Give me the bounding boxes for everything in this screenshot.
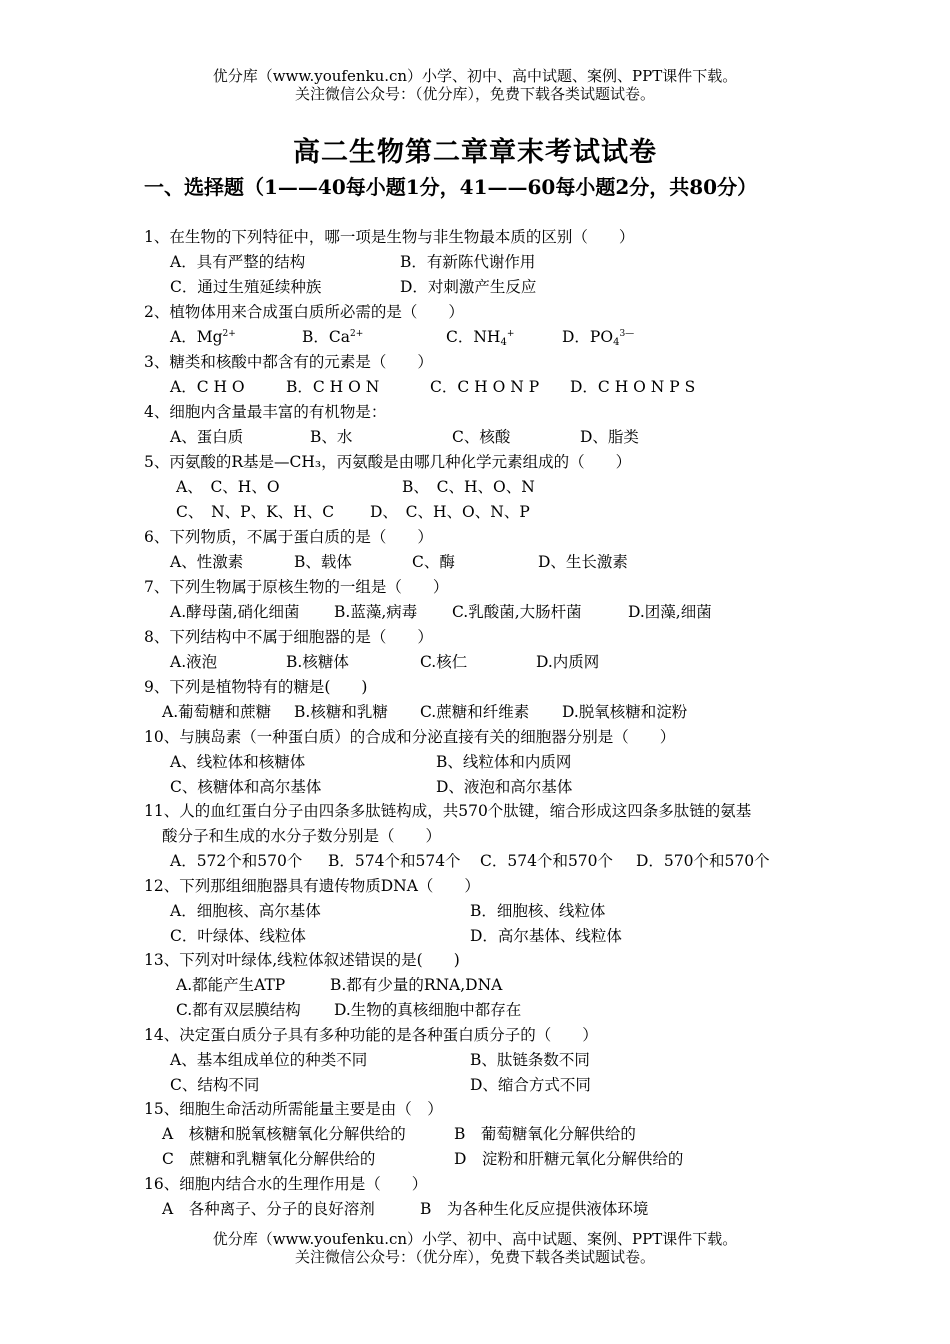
option-12b: B．细胞核、线粒体 xyxy=(470,902,606,920)
option-10a: A、线粒体和核糖体 xyxy=(170,753,306,771)
question-1: 1、在生物的下列特征中，哪一项是生物与非生物最本质的区别（ ） xyxy=(144,228,635,246)
option-1b: B．有新陈代谢作用 xyxy=(400,253,536,271)
option-8b: B.核糖体 xyxy=(286,653,349,671)
question-11: 11、人的血红蛋白分子由四条多肽链构成，共570个肽键，缩合形成这四条多肽链的氨基 xyxy=(144,802,752,820)
option-4b: B、水 xyxy=(310,428,353,446)
option-5c: C、 N、P、K、H、C xyxy=(176,503,335,521)
question-2: 2、植物体用来合成蛋白质所必需的是（ ） xyxy=(144,303,464,321)
option-11b: B．574个和574个 xyxy=(328,852,461,870)
option-1d: D．对刺激产生反应 xyxy=(400,278,537,296)
section-heading: 一、选择题（1——40每小题1分，41——60每小题2分，共80分） xyxy=(144,175,758,199)
option-9b: B.核糖和乳糖 xyxy=(294,703,388,721)
question-13: 13、下列对叶绿体,线粒体叙述错误的是( ) xyxy=(144,951,460,969)
option-14a: A、基本组成单位的种类不同 xyxy=(170,1051,368,1069)
option-6d: D、生长激素 xyxy=(538,553,628,571)
option-7a: A.酵母菌,硝化细菌 xyxy=(170,603,300,621)
option-3c: C．C H O N P xyxy=(430,378,540,396)
question-4: 4、细胞内含量最丰富的有机物是： xyxy=(144,403,387,421)
header-line-2: 关注微信公众号：（优分库），免费下载各类试题试卷。 xyxy=(294,85,655,103)
option-4d: D、脂类 xyxy=(580,428,639,446)
question-5: 5、丙氨酸的R基是—CH₃，丙氨酸是由哪几种化学元素组成的（ ） xyxy=(144,453,632,471)
option-12d: D．高尔基体、线粒体 xyxy=(470,927,622,945)
option-3b: B．C H O N xyxy=(286,378,380,396)
option-11d: D．570个和570个 xyxy=(636,852,770,870)
question-7: 7、下列生物属于原核生物的一组是（ ） xyxy=(144,578,449,596)
option-7b: B.蓝藻,病毒 xyxy=(334,603,418,621)
option-4c: C、核酸 xyxy=(452,428,511,446)
option-7c: C.乳酸菌,大肠杆菌 xyxy=(452,603,582,621)
option-11c: C．574个和570个 xyxy=(480,852,614,870)
footer-line-2: 关注微信公众号：（优分库），免费下载各类试题试卷。 xyxy=(294,1248,655,1266)
option-10d: D、液泡和高尔基体 xyxy=(436,778,573,796)
option-9c: C.蔗糖和纤维素 xyxy=(420,703,530,721)
option-9d: D.脱氧核糖和淀粉 xyxy=(562,703,688,721)
page-title: 高二生物第二章章末考试试卷 xyxy=(293,137,657,168)
option-14b: B、肽链条数不同 xyxy=(470,1051,590,1069)
option-2d: D．$PO_4^{3—}$ xyxy=(562,328,635,348)
footer-line-1: 优分库（www.youfenku.cn）小学、初中、高中试题、案例、PPT课件下载。 xyxy=(212,1230,738,1248)
question-10: 10、与胰岛素（一种蛋白质）的合成和分泌直接有关的细胞器分别是（ ） xyxy=(144,728,676,746)
option-8d: D.内质网 xyxy=(536,653,600,671)
option-10b: B、线粒体和内质网 xyxy=(436,753,572,771)
option-2b: B．$Ca^{2+}$ xyxy=(302,328,364,346)
question-14: 14、决定蛋白质分子具有多种功能的是各种蛋白质分子的（ ） xyxy=(144,1026,598,1044)
option-16a: A 各种离子、分子的良好溶剂 xyxy=(162,1200,375,1218)
option-5d: D、 C、H、O、N、P xyxy=(370,503,530,521)
option-12a: A．细胞核、高尔基体 xyxy=(170,902,321,920)
question-15: 15、细胞生命活动所需能量主要是由（ ） xyxy=(144,1100,443,1118)
option-6b: B、载体 xyxy=(294,553,352,571)
option-8a: A.液泡 xyxy=(170,653,218,671)
option-3a: A．C H O xyxy=(170,378,245,396)
option-10c: C、核糖体和高尔基体 xyxy=(170,778,322,796)
option-1a: A．具有严整的结构 xyxy=(170,253,306,271)
option-2c: C．$NH_4^+$ xyxy=(446,328,515,348)
option-5a: A、 C、H、O xyxy=(176,478,280,496)
option-13d: D.生物的真核细胞中都存在 xyxy=(334,1001,522,1019)
option-8c: C.核仁 xyxy=(420,653,468,671)
option-6c: C、酶 xyxy=(412,553,455,571)
option-14d: D、缩合方式不同 xyxy=(470,1076,591,1094)
option-6a: A、性激素 xyxy=(170,553,244,571)
option-5b: B、 C、H、O、N xyxy=(402,478,535,496)
option-3d: D．C H O N P S xyxy=(570,378,696,396)
option-11a: A．572个和570个 xyxy=(170,852,303,870)
option-15a: A 核糖和脱氧核糖氧化分解供给的 xyxy=(162,1125,406,1143)
option-15d: D 淀粉和肝糖元氧化分解供给的 xyxy=(454,1150,684,1168)
option-12c: C．叶绿体、线粒体 xyxy=(170,927,306,945)
question-16: 16、细胞内结合水的生理作用是（ ） xyxy=(144,1175,428,1193)
question-9: 9、下列是植物特有的糖是( ) xyxy=(144,678,368,696)
option-9a: A.葡萄糖和蔗糖 xyxy=(162,703,272,721)
question-12: 12、下列那组细胞器具有遗传物质DNA（ ） xyxy=(144,877,480,895)
option-1c: C．通过生殖延续种族 xyxy=(170,278,322,296)
option-15b: B 葡萄糖氧化分解供给的 xyxy=(454,1125,636,1143)
question-3: 3、糖类和核酸中都含有的元素是（ ） xyxy=(144,353,433,371)
header-line-1: 优分库（www.youfenku.cn）小学、初中、高中试题、案例、PPT课件下载。 xyxy=(212,67,738,85)
question-8: 8、下列结构中不属于细胞器的是（ ） xyxy=(144,628,433,646)
option-4a: A、蛋白质 xyxy=(170,428,244,446)
option-2a: A．$Mg^{2+}$ xyxy=(170,328,236,346)
option-7d: D.团藻,细菌 xyxy=(628,603,712,621)
option-13a: A.都能产生ATP xyxy=(176,976,286,994)
question-6: 6、下列物质，不属于蛋白质的是（ ） xyxy=(144,528,433,546)
option-14c: C、结构不同 xyxy=(170,1076,260,1094)
option-13c: C.都有双层膜结构 xyxy=(176,1001,301,1019)
option-15c: C 蔗糖和乳糖氧化分解供给的 xyxy=(162,1150,376,1168)
question-11-cont: 酸分子和生成的水分子数分别是（ ） xyxy=(162,827,442,845)
option-16b: B 为各种生化反应提供液体环境 xyxy=(420,1200,649,1218)
option-13b: B.都有少量的RNA,DNA xyxy=(330,976,503,994)
